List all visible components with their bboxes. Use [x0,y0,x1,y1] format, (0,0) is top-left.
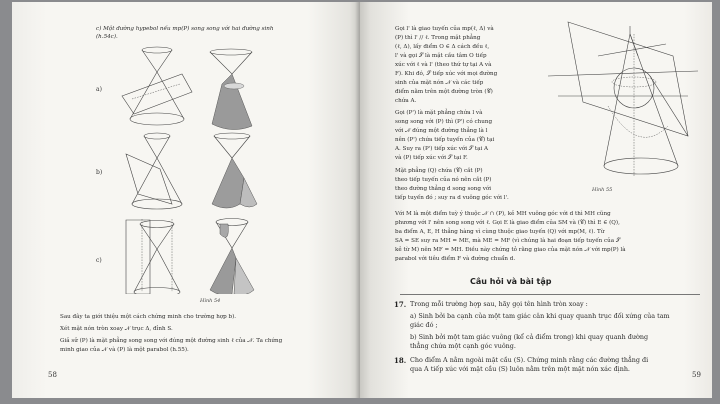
top-line-4: l' và gọi 𝒮 là mặt cầu tâm O tiếp [395,53,487,59]
figure-55-caption: Hình 55 [592,187,613,193]
figure-row-c [126,219,254,295]
intro-line-1: c) Một đường hypebol nếu mp(P) song song với hai đường sinh [96,26,274,32]
top-line-6: F). Khi đó, 𝒮 tiếp xúc với mọi đường [395,71,498,77]
top-line-15: và (P) tiếp xúc với 𝒮 tại F. [395,155,468,161]
body-line-2: Xét mặt nón tròn xoay 𝒩 trục Δ, đỉnh S. [60,326,173,332]
exercise-18-number: 18. [394,356,407,365]
top-line-8: điểm nằm trên một đường tròn (𝒞) [395,89,493,95]
body-line-4: minh giao của 𝒩 và (P) là một parabol (h.55). [60,347,189,353]
top-line-17: theo tiếp tuyến của nó nên cắt (P) [395,177,492,183]
full-line-1: Với M là một điểm tuỳ ý thuộc 𝒩 ∩ (P), kẻ MH vuông góc với d thì MH cũng [395,211,611,217]
section-divider [400,294,700,295]
top-line-9: chứa A. [395,98,417,104]
exercise-17-number: 17. [394,300,407,309]
full-line-3: ba điểm A, E, H thẳng hàng vì cùng thuộc giao tuyến (Q) với mp(M, ℓ). Từ [395,229,605,235]
right-page [360,2,712,398]
top-line-18: theo đường thẳng d song song với [395,186,492,192]
full-line-4: SA = SE suy ra MH = ME, mà ME = MF (vì chúng là hai đoạn tiếp tuyến của 𝒮 [395,238,621,244]
full-line-2: phương với l' nên song song với ℓ. Gọi E là giao điểm của SM và (𝒞) thì E ∈ (Q), [395,220,620,226]
page-number-left: 58 [48,371,57,379]
top-line-2: (P) thì l' // ℓ. Trong mặt phẳng [395,35,481,41]
top-line-7: sinh của mặt nón 𝒩 và các tiếp [395,80,484,86]
exercise-17-line-1: Trong mỗi trường hợp sau, hãy gọi tên hình tròn xoay : [410,300,588,308]
cone-sections-figure [112,44,312,294]
figure-label-a: a) [96,86,102,93]
top-line-5: xúc với ℓ và l' (theo thứ tự tại A và [395,62,492,68]
intro-line-2: (h.54c). [96,34,118,40]
top-line-13: nên (P') chứa tiếp tuyến của (𝒞) tại [395,137,495,143]
top-line-14: A. Suy ra (P') tiếp xúc với 𝒮 tại A [395,146,489,152]
body-line-1: Sau đây ta giới thiệu một cách chứng minh cho trường hợp b). [60,314,237,320]
full-line-6: parabol với tiêu điểm F và đường chuẩn d. [395,256,516,262]
top-line-19: tiếp tuyến đó ; suy ra d vuông góc với l'. [395,195,509,201]
section-title: Câu hỏi và bài tập [470,277,552,286]
top-line-11: song song với (P) thì (P') có chung [395,119,493,125]
figure-label-b: b) [96,169,103,176]
exercise-18-line-2: qua A tiếp xúc với mặt cầu (S) luôn nằm trên một mặt nón xác định. [410,365,630,373]
exercise-17-line-4: b) Sinh bởi một tam giác vuông (kể cả điểm trong) khi quay quanh đường [410,333,649,341]
page-number-right: 59 [692,371,701,379]
figure-55 [538,16,706,188]
figure-caption: Hình 54 [200,298,221,304]
top-line-12: với 𝒩 đúng một đường thẳng là l [395,128,488,134]
exercise-18-line-1: Cho điểm A nằm ngoài mặt cầu (S). Chứng minh rằng các đường thẳng đi [410,356,649,364]
exercise-17-line-5: thẳng chứa một cạnh góc vuông. [410,342,516,350]
exercise-17-line-2: a) Sinh bởi ba cạnh của một tam giác cân khi quay quanh trục đối xứng của tam [410,312,670,320]
top-line-3: (ℓ, Δ), lấy điểm O ∈ Δ cách đều ℓ, [395,44,490,50]
body-line-3: Giả sử (P) là mặt phẳng song song với đúng một đường sinh ℓ của 𝒩. Ta chứng [60,338,283,344]
left-page [12,2,360,398]
figure-row-a [122,47,252,130]
figure-label-c: c) [96,257,102,264]
top-line-10: Gọi (P') là mặt phẳng chứa l và [395,110,483,116]
full-line-5: kẻ từ M) nên MF = MH. Điều này chứng tỏ rằng giao của mặt nón 𝒩 với mp(P) là [395,247,626,253]
exercise-17-line-3: giác đó ; [410,321,438,329]
top-line-1: Gọi l' là giao tuyến của mp(ℓ, Δ) và [395,26,494,32]
top-line-16: Mặt phẳng (Q) chứa (𝒞) cắt (P) [395,168,483,174]
figure-row-b [126,133,257,209]
